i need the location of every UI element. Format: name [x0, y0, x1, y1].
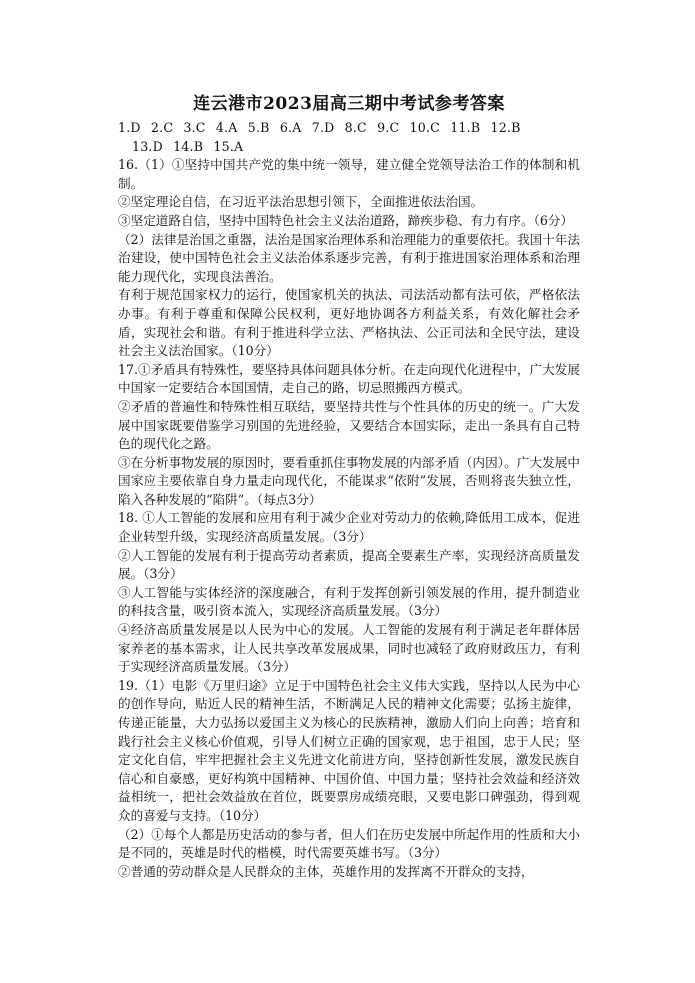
answers-line-2: 13.D 14.B 15.A — [132, 138, 244, 154]
paragraph-18-d: ④经济高质量发展是以人民为中心的发展。人工智能的发展有利于满足老年群体居家养老的基本需求，让人民共享改革发展成果，同时也减轻了政府财政压力，有利于实现经济高质量发展。（3分） — [118, 622, 580, 675]
paragraph-19-1: 19.（1）电影《万里归途》立足于中国特色社会主义伟大实践，坚持以人民为中心的创作导向，贴近人民的精神生活，不断满足人民的精神文化需要；弘扬主旋律，传递正能量，大力弘扬以爱国主义为核心的民族精神，激励人们向上向善；培育和践行社会主义核心价值观，引导人们树立正确的国家观，忠于祖国，忠于人民；坚定文化自信，牢牢把握社会主义先进文化前进方向，坚持创新性发展，激发民族自信心和自豪感，更好构筑中国精神、中国价值、中国力量；坚持社会效益和经济效益相统一，把社会效益放在首位，既要票房成绩亮眼，又要电影口碑强劲，得到观众的喜爱与支持。（10分） — [118, 677, 580, 823]
multiple-choice-answers — [118, 119, 580, 156]
paragraph-16-1-b: ②坚定理论自信，在习近平法治思想引领下，全面推进依法治国。 — [118, 194, 484, 210]
paragraph-18-c: ③人工智能与实体经济的深度融合，有利于发挥创新引领发展的作用，提升制造业的科技含量，吸引资本流入，实现经济高质量发展。（3分） — [118, 584, 580, 619]
document-title: 连云港市2023届高三期中考试参考答案 — [193, 94, 505, 114]
answers-line-1: 1.D 2.C 3.C 4.A 5.B 6.A 7.D 8.C 9.C 10.C 11.B 12.B — [118, 120, 521, 135]
paragraph-19-2-b: ②普通的劳动群众是人民群众的主体，英雄作用的发挥离不开群众的支持， — [118, 863, 534, 879]
paragraph-17-a: 17.①矛盾具有特殊性，要坚持具体问题具体分析。在走向现代化进程中，广大发展中国家一定要结合本国国情，走自己的路，切忌照搬西方模式。 — [118, 361, 580, 396]
answer-key-content — [118, 93, 580, 881]
paragraph-19-2-a: （2）①每个人都是历史活动的参与者，但人们在历史发展中所起作用的性质和大小是不同的，英雄是时代的楷模，时代需要英雄书写。（3分） — [118, 826, 580, 861]
paragraph-16-2-a: （2）法律是治国之重器，法治是国家治理体系和治理能力的重要依托。我国十年法治建设，使中国特色社会主义法治体系逐步完善，有利于推进国家治理体系和治理能力现代化，实现良法善治。 — [118, 231, 580, 284]
paragraph-16-1-a: 16.（1）①坚持中国共产党的集中统一领导，建立健全党领导法治工作的体制和机制。 — [118, 157, 580, 191]
paragraph-18-a: 18. ①人工智能的发展和应用有利于减少企业对劳动力的依赖,降低用工成本，促进企业转型升级，实现经济高质量发展。（3分） — [118, 510, 580, 545]
paragraph-18-b: ②人工智能的发展有利于提高劳动者素质，提高全要素生产率，实现经济高质量发展。（3分） — [118, 547, 580, 582]
paragraph-17-b: ②矛盾的普遍性和特殊性相互联结，要坚持共性与个性具体的历史的统一。广大发展中国家既要借鉴学习别国的先进经验，又要结合本国实际，走出一条具有自己特色的现代化之路。 — [118, 398, 580, 452]
paragraph-16-2-b: 有利于规范国家权力的运行，使国家机关的执法、司法活动都有法可依，严格依法办事。有利于尊重和保障公民权利，更好地协调各方利益关系，有效化解社会矛盾，实现社会和谐。有利于推进科学立法、严格执法、公正司法和全民守法，建设社会主义法治国家。（10分） — [118, 287, 580, 359]
paragraph-17-c: ③在分析事物发展的原因时，要看重抓住事物发展的内部矛盾（内因）。广大发展中国家应主要依靠自身力量走向现代化，不能谋求“依附”发展，否则将丧失独立性，陷入各种发展的“陷阱”。（每点3分） — [118, 454, 580, 507]
paragraph-16-1-c: ③坚定道路自信，坚持中国特色社会主义法治道路，蹄疾步稳、有力有序。（6分） — [118, 212, 574, 228]
